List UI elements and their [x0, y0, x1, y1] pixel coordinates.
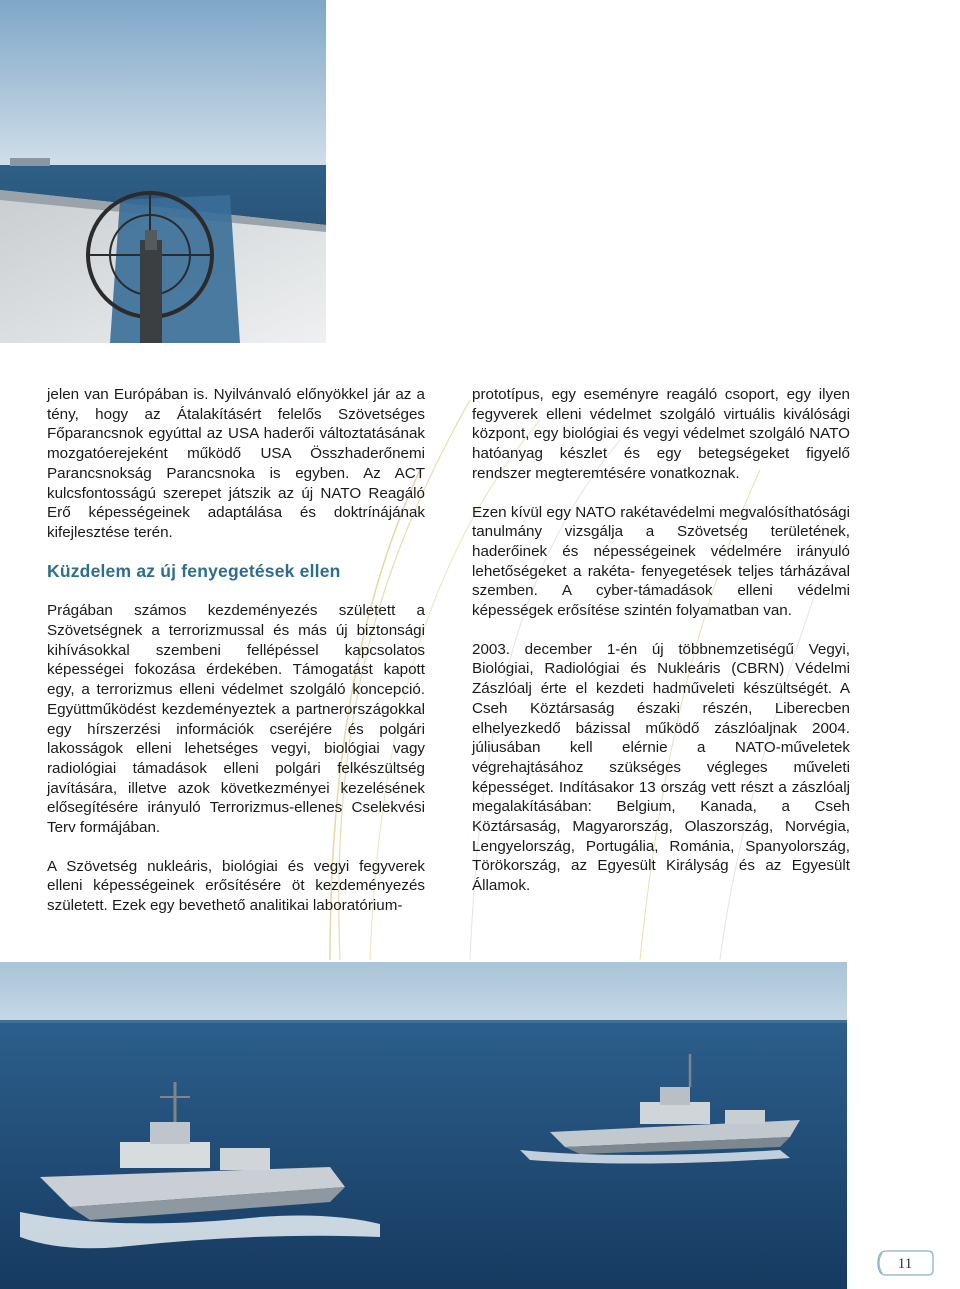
- right-paragraph-1: prototípus, egy eseményre reagáló csoport, egy ilyen fegyverek elleni védelmet szolgáló virtuális kiválósági központ, egy biológiai és vegyi védelmet szolgáló NATO hatóanyag készlet és egy betegségeket figyelő rendszer megteremtésére vonatkoznak.: [472, 386, 850, 482]
- page-number: 11: [897, 1256, 913, 1272]
- left-paragraph-2: Prágában számos kezdeményezés született a Szövetségnek a terrorizmussal és más új biztonsági kihívásokkal szembeni fellépéssel kapcsolatos képességei fokozása érdekében. Támogatást kapott egy, a terrorizmus elleni védelmet szolgáló koncepció. Együttműködést kezdeményeztek a partnerországokkal egy hírszerzési információk cseréjére és polgári lakosságok elleni lehetséges vegyi, biológiai vagy radiológiai támadások elleni polgári felkészültség javítására, illetve azok következményei kezelésének elősegítésére irányuló Terrorizmus-ellenes Cselekvési Terv formájában.: [47, 602, 425, 837]
- deck-gun-photo: [0, 0, 326, 343]
- right-paragraph-2: Ezen kívül egy NATO rakétavédelmi megvalósíthatósági tanulmány vizsgálja a Szövetség területének, haderőinek és népességeinek védelmére irányuló lehetőségeket a rakéta- fenyegetések teljes tárházával szemben. A cyber-támadások elleni védelmi képességek erősítése szintén folyamatban van.: [472, 503, 850, 620]
- right-paragraph-3: 2003. december 1-én új többnemzetiségű Vegyi, Biológiai, Radiológiai és Nukleáris (CBRN) Védelmi Zászlóalj érte el kezdeti hadműveleti készültségét. A Cseh Köztársaság északi részén, Liberecben elhelyezkedő bázissal működő zászlóaljnak 2004. júliusában kell elérnie a NATO-műveletek végrehajtásához szükséges végleges műveleti képességet. Indításakor 13 ország vett részt a zászlóalj megalakításában: Belgium, Kanada, a Cseh Köztársaság, Magyarország, Olaszország, Norvégia, Lengyelország, Portugália, Románia, Spanyolország, Törökország, az Egyesült Királyság és az Egyesült Államok.: [472, 640, 850, 895]
- patrol-boats-photo: [0, 962, 847, 1289]
- right-column: [472, 385, 850, 915]
- section-heading: Küzdelem az új fenyegetések ellen: [47, 560, 341, 581]
- left-paragraph-1: jelen van Európában is. Nyilvánvaló előnyökkel jár az a tény, hogy az Átalakításért felelős Szövetséges Főparancsnok egyúttal az USA haderői változtatásának mozgatóerejeként működő USA Összhaderőnemi Parancsnokság Parancsnoka is egyben. Az ACT kulcsfontosságú szerepet játszik az új NATO Reagáló Erő képességeinek adaptálása és doktrínájának kifejlesztése terén.: [47, 386, 425, 541]
- left-paragraph-3: A Szövetség nukleáris, biológiai és vegyi fegyverek elleni képességeinek erősítésére öt kezdeményezés született. Ezek egy bevethető analitikai laboratórium-: [47, 857, 425, 915]
- left-column: [47, 385, 425, 935]
